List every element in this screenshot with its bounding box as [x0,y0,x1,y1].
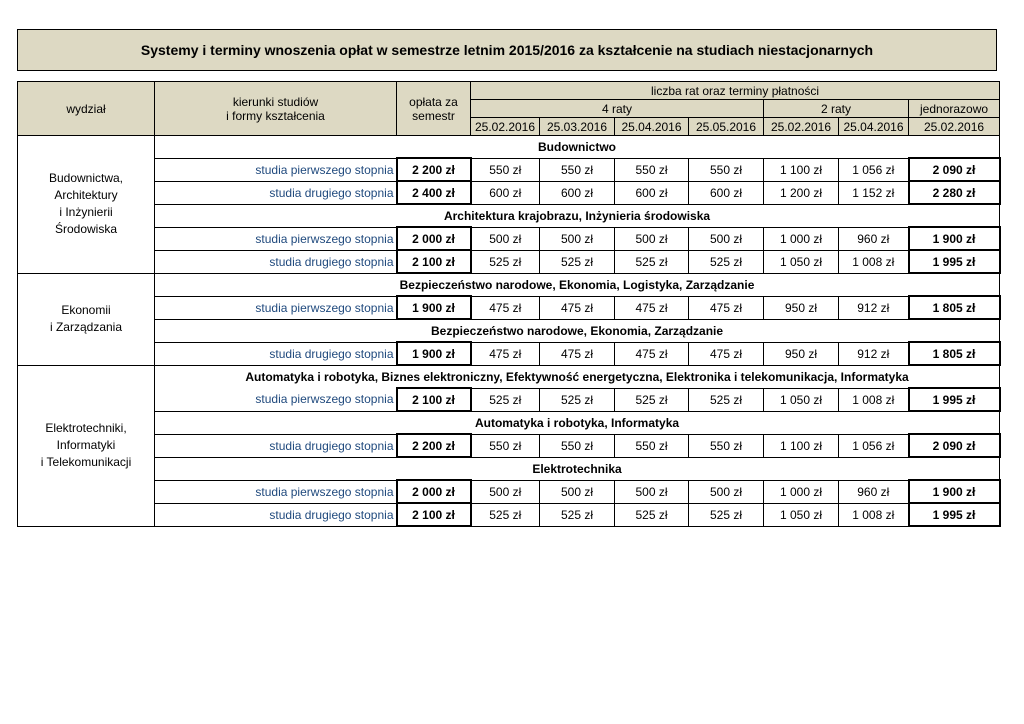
one-time-fee: 1 995 zł [909,503,1000,526]
header-date: 25.02.2016 [471,118,540,136]
installment-cell: 1 008 zł [839,388,909,411]
installment-cell: 950 zł [764,296,839,319]
installment-cell: 525 zł [689,250,764,273]
one-time-fee: 2 090 zł [909,434,1000,457]
study-form: studia drugiego stopnia [155,342,397,365]
installment-cell: 500 zł [471,227,540,250]
faculty-cell: Elektrotechniki, Informatyki i Telekomunikacji [18,365,155,526]
installment-cell: 525 zł [615,503,689,526]
installment-cell: 500 zł [540,480,615,503]
installment-cell: 475 zł [540,296,615,319]
table-row [18,434,1000,457]
installment-cell: 1 050 zł [764,388,839,411]
installment-cell: 1 100 zł [764,158,839,181]
table-row [18,480,1000,503]
semester-fee: 2 100 zł [397,503,471,526]
one-time-fee: 1 805 zł [909,342,1000,365]
table-row [18,388,1000,411]
installment-cell: 475 zł [471,342,540,365]
study-form: studia drugiego stopnia [155,434,397,457]
installment-cell: 550 zł [615,158,689,181]
header-four-installments: 4 raty [471,100,764,118]
installment-cell: 525 zł [540,250,615,273]
program-row [18,136,1000,159]
table-row [18,342,1000,365]
installment-cell: 525 zł [689,388,764,411]
installment-cell: 1 050 zł [764,503,839,526]
installment-cell: 912 zł [839,296,909,319]
installment-cell: 475 zł [689,342,764,365]
installment-cell: 525 zł [471,503,540,526]
installment-cell: 525 zł [615,250,689,273]
semester-fee: 1 900 zł [397,296,471,319]
installment-cell: 1 050 zł [764,250,839,273]
installment-cell: 600 zł [540,181,615,204]
header-two-installments: 2 raty [764,100,909,118]
installment-cell: 475 zł [471,296,540,319]
table-row [18,181,1000,204]
semester-fee: 2 100 zł [397,388,471,411]
faculty-cell: Ekonomii i Zarządzania [18,273,155,365]
installment-cell: 525 zł [689,503,764,526]
installment-cell: 500 zł [615,227,689,250]
header-date: 25.02.2016 [764,118,839,136]
program-row [18,273,1000,296]
header-date: 25.04.2016 [839,118,909,136]
semester-fee: 2 200 zł [397,158,471,181]
study-form: studia drugiego stopnia [155,503,397,526]
program-row [18,319,1000,342]
installment-cell: 475 zł [615,296,689,319]
program-name: Automatyka i robotyka, Informatyka [155,411,1000,434]
installment-cell: 525 zł [615,388,689,411]
installment-cell: 475 zł [540,342,615,365]
semester-fee: 2 000 zł [397,480,471,503]
program-row [18,365,1000,388]
semester-fee: 2 100 zł [397,250,471,273]
header-fee: opłata za semestr [397,82,471,136]
installment-cell: 525 zł [540,388,615,411]
one-time-fee: 1 900 zł [909,480,1000,503]
program-name: Budownictwo [155,136,1000,159]
installment-cell: 550 zł [689,434,764,457]
faculty-cell: Budownictwa, Architektury i Inżynierii Środowiska [18,136,155,274]
header-date: 25.05.2016 [689,118,764,136]
program-row [18,204,1000,227]
installment-cell: 1 000 zł [764,227,839,250]
installment-cell: 550 zł [540,158,615,181]
installment-cell: 600 zł [689,181,764,204]
study-form: studia drugiego stopnia [155,181,397,204]
header-date: 25.04.2016 [615,118,689,136]
one-time-fee: 1 805 zł [909,296,1000,319]
study-form: studia pierwszego stopnia [155,480,397,503]
installment-cell: 550 zł [540,434,615,457]
header-one-time: jednorazowo [909,100,1000,118]
installment-cell: 475 zł [615,342,689,365]
header-installments: liczba rat oraz terminy płatności [471,82,1000,100]
program-name: Elektrotechnika [155,457,1000,480]
installment-cell: 525 zł [540,503,615,526]
program-row [18,411,1000,434]
installment-cell: 525 zł [471,388,540,411]
installment-cell: 960 zł [839,480,909,503]
table-row [18,227,1000,250]
program-name: Bezpieczeństwo narodowe, Ekonomia, Logistyka, Zarządzanie [155,273,1000,296]
installment-cell: 550 zł [689,158,764,181]
installment-cell: 1 056 zł [839,158,909,181]
study-form: studia pierwszego stopnia [155,158,397,181]
header-date: 25.03.2016 [540,118,615,136]
installment-cell: 1 100 zł [764,434,839,457]
fees-table [17,81,1001,527]
installment-cell: 525 zł [471,250,540,273]
installment-cell: 500 zł [540,227,615,250]
one-time-fee: 1 900 zł [909,227,1000,250]
header-row-1 [18,82,1000,100]
header-date: 25.02.2016 [909,118,1000,136]
header-directions: kierunki studiów i formy kształcenia [155,82,397,136]
installment-cell: 960 zł [839,227,909,250]
installment-cell: 950 zł [764,342,839,365]
installment-cell: 1 008 zł [839,250,909,273]
study-form: studia drugiego stopnia [155,250,397,273]
installment-cell: 500 zł [615,480,689,503]
program-name: Bezpieczeństwo narodowe, Ekonomia, Zarządzanie [155,319,1000,342]
semester-fee: 2 000 zł [397,227,471,250]
installment-cell: 912 zł [839,342,909,365]
program-name: Architektura krajobrazu, Inżynieria środowiska [155,204,1000,227]
header-faculty: wydział [18,82,155,136]
one-time-fee: 2 090 zł [909,158,1000,181]
program-name: Automatyka i robotyka, Biznes elektroniczny, Efektywność energetyczna, Elektronika i telekomunikacja, Informatyka [155,365,1000,388]
installment-cell: 550 zł [471,158,540,181]
installment-cell: 475 zł [689,296,764,319]
installment-cell: 550 zł [471,434,540,457]
installment-cell: 500 zł [471,480,540,503]
program-row [18,457,1000,480]
table-row [18,250,1000,273]
one-time-fee: 1 995 zł [909,388,1000,411]
installment-cell: 500 zł [689,480,764,503]
installment-cell: 1 152 zł [839,181,909,204]
study-form: studia pierwszego stopnia [155,388,397,411]
one-time-fee: 1 995 zł [909,250,1000,273]
table-row [18,296,1000,319]
semester-fee: 1 900 zł [397,342,471,365]
installment-cell: 1 056 zł [839,434,909,457]
installment-cell: 600 zł [471,181,540,204]
table-row [18,158,1000,181]
document-title: Systemy i terminy wnoszenia opłat w semestrze letnim 2015/2016 za kształcenie na studiach niestacjonarnych [17,29,997,71]
installment-cell: 1 000 zł [764,480,839,503]
installment-cell: 500 zł [689,227,764,250]
installment-cell: 1 200 zł [764,181,839,204]
study-form: studia pierwszego stopnia [155,227,397,250]
installment-cell: 600 zł [615,181,689,204]
table-row [18,503,1000,526]
semester-fee: 2 200 zł [397,434,471,457]
one-time-fee: 2 280 zł [909,181,1000,204]
installment-cell: 1 008 zł [839,503,909,526]
installment-cell: 550 zł [615,434,689,457]
semester-fee: 2 400 zł [397,181,471,204]
study-form: studia pierwszego stopnia [155,296,397,319]
